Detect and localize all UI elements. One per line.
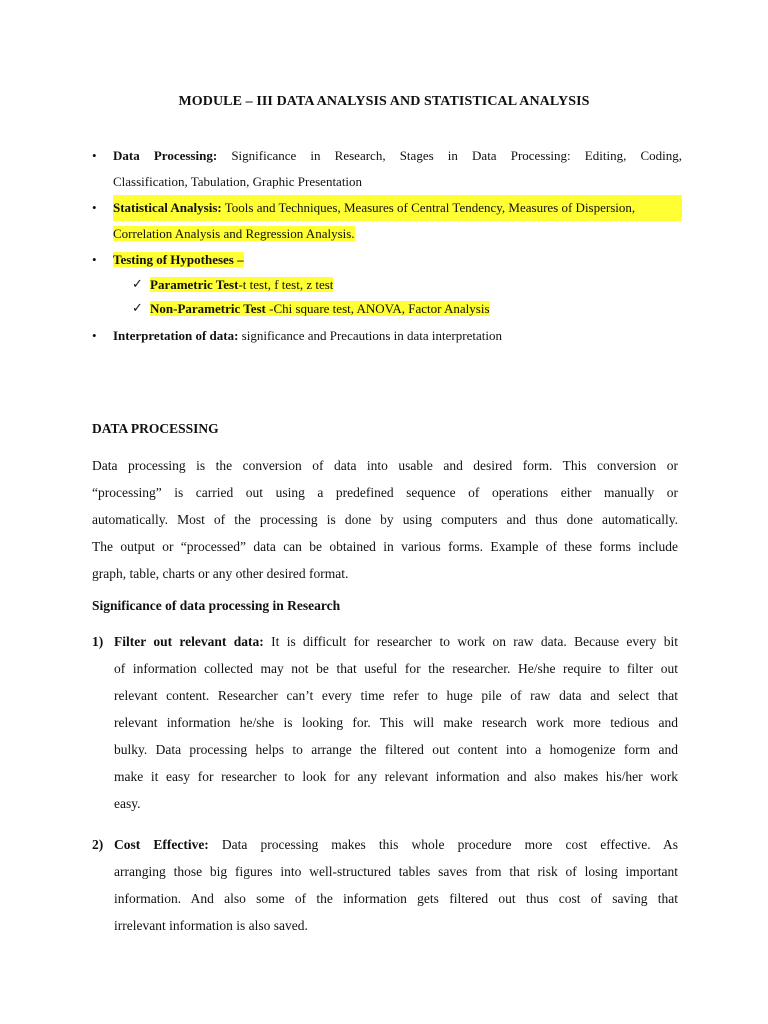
item-text: make it easy for researcher to look for any relevant information and also makes his/her work [114, 769, 678, 784]
section-paragraph [92, 452, 678, 587]
list-item [92, 628, 678, 817]
paragraph-line: automatically. Most of the processing is done by using computers and thus done automatically. [92, 512, 678, 527]
paragraph-line: “processing” is carried out using a predefined sequence of operations either manually or [92, 485, 678, 500]
bullet-statistical-analysis [92, 195, 682, 247]
numbered-list [92, 628, 678, 939]
bullet-text: Tools and Techniques, Measures of Central Tendency, Measures of Dispersion, [224, 200, 636, 215]
sub-item-parametric [92, 273, 682, 297]
bullet-testing-hypotheses [92, 247, 682, 273]
paragraph-line: Data processing is the conversion of data into usable and desired form. This conversion or [92, 458, 678, 473]
sub-item-text: -Chi square test, ANOVA, Factor Analysis [265, 301, 490, 316]
checkmark-icon: ✓ [132, 301, 143, 316]
bullet-label: Testing of Hypotheses – [113, 252, 244, 267]
item-text: easy. [114, 796, 141, 811]
bullet-label: Statistical Analysis: [113, 200, 222, 215]
paragraph-line: graph, table, charts or any other desired format. [92, 566, 349, 581]
sub-item-text: -t test, f test, z test [238, 277, 334, 292]
item-text: It is difficult for researcher to work on raw data. Because every bit [263, 634, 678, 649]
item-text: irrelevant information is also saved. [114, 918, 308, 933]
item-label: Filter out relevant data: [114, 634, 264, 649]
bullet-data-processing [92, 143, 682, 195]
sub-item-label: Parametric Test [150, 277, 239, 292]
bullet-dot-icon: • [92, 200, 97, 215]
item-text: information. And also some of the information gets filtered out thus cost of saving that [114, 891, 678, 906]
section-heading: DATA PROCESSING [92, 421, 219, 436]
item-text: of information collected may not be that useful for the researcher. He/she require to filter out [114, 661, 678, 676]
item-number: 2) [92, 837, 104, 852]
list-item [92, 831, 678, 939]
item-text: Data processing makes this whole procedure more cost effective. As [208, 837, 678, 852]
item-number: 1) [92, 634, 104, 649]
bullet-dot-icon: • [92, 148, 97, 163]
subsection-heading: Significance of data processing in Research [92, 598, 341, 613]
item-text: bulky. Data processing helps to arrange the filtered out content into a homogenize form and [114, 742, 678, 757]
item-text: relevant information he/she is looking for. This will make research work more tedious and [114, 715, 678, 730]
overview-list [92, 143, 682, 349]
bullet-text: Significance in Research, Stages in Data Processing: Editing, Coding, [231, 148, 682, 163]
bullet-dot-icon: • [92, 252, 97, 267]
sub-item-label: Non-Parametric Test [150, 301, 266, 316]
bullet-label: Data Processing: [113, 148, 218, 163]
bullet-dot-icon: • [92, 328, 97, 343]
item-text: relevant content. Researcher can’t every time refer to huge pile of raw data and select that [114, 688, 678, 703]
paragraph-line: The output or “processed” data can be obtained in various forms. Example of these forms include [92, 539, 678, 554]
checkmark-icon: ✓ [132, 277, 143, 292]
bullet-interpretation [92, 323, 682, 349]
module-title: MODULE – III DATA ANALYSIS AND STATISTICAL ANALYSIS [178, 94, 590, 109]
bullet-label: Interpretation of data: [113, 328, 239, 343]
item-text: arranging those big figures into well-structured tables saves from that risk of losing important [114, 864, 678, 879]
bullet-text: Classification, Tabulation, Graphic Presentation [113, 174, 363, 189]
bullet-text: significance and Precautions in data interpretation [241, 328, 502, 343]
bullet-text: Correlation Analysis and Regression Analysis. [113, 226, 355, 241]
sub-item-non-parametric [92, 297, 682, 321]
item-label: Cost Effective: [114, 837, 209, 852]
